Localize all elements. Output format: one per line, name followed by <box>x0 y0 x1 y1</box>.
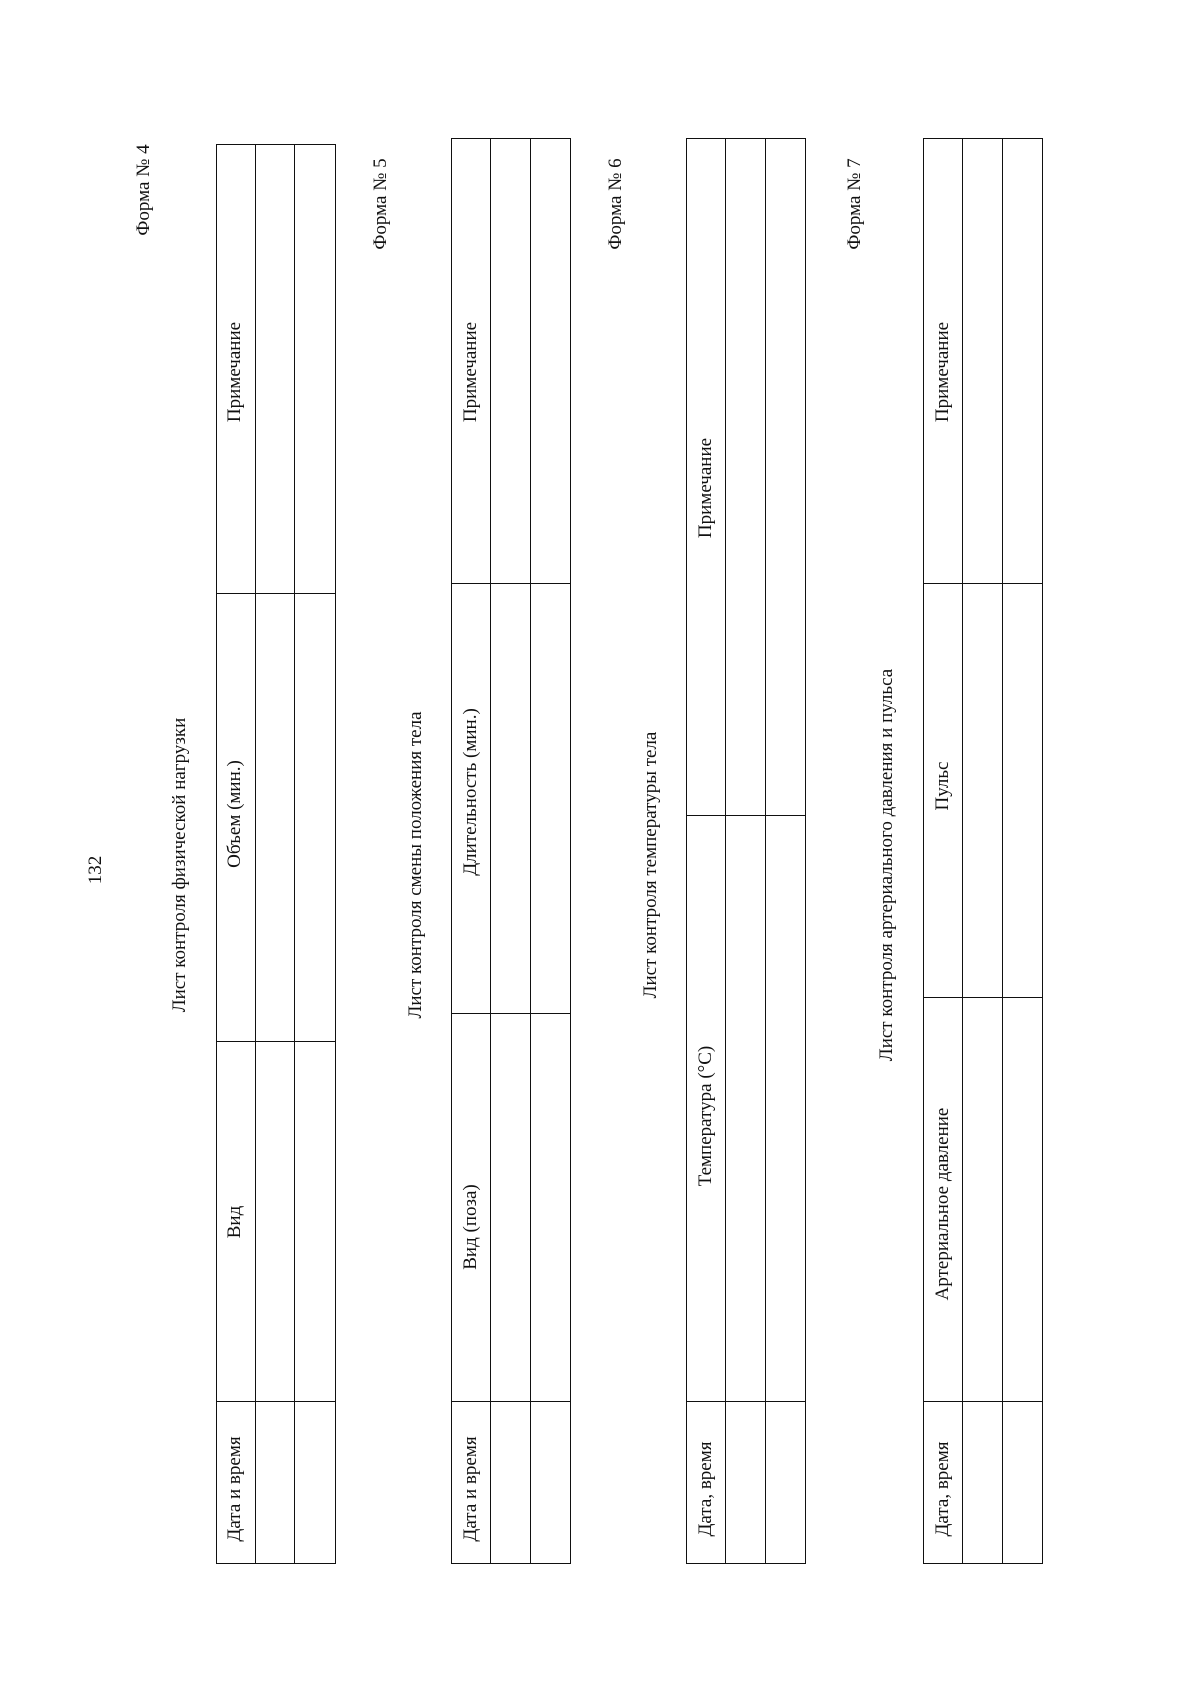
form-4-title: Лист контроля физической нагрузки <box>168 717 190 1013</box>
form-7-header-blood-pressure: Артериальное давление <box>931 1107 953 1301</box>
form-7-header-note: Примечание <box>931 321 953 423</box>
form-6-header-note: Примечание <box>694 437 716 539</box>
form-4-header-note: Примечание <box>223 321 245 423</box>
form-6-title: Лист контроля температуры тела <box>639 731 661 999</box>
form-4-number: Форма № 4 <box>132 144 154 236</box>
table-row-divider <box>765 139 766 1563</box>
form-5-header-date-time: Дата и время <box>459 1436 481 1542</box>
form-4-header-volume: Объем (мин.) <box>223 760 245 868</box>
form-6-number: Форма № 6 <box>604 158 626 250</box>
form-5-title: Лист контроля смены положения тела <box>404 711 426 1019</box>
form-5-header-note: Примечание <box>459 321 481 423</box>
page-number: 132 <box>84 855 106 885</box>
table-row-divider <box>962 139 963 1563</box>
form-5-header-duration: Длительность (мин.) <box>459 708 481 876</box>
form-7-header-date-time: Дата, время <box>931 1441 953 1537</box>
table-column-divider <box>217 593 335 594</box>
table-column-divider <box>452 1013 570 1014</box>
form-6-header-date-time: Дата, время <box>694 1441 716 1537</box>
table-row-divider <box>255 145 256 1563</box>
form-7-header-pulse: Пульс <box>931 761 953 811</box>
form-4-header-date-time: Дата и время <box>223 1436 245 1542</box>
form-4-header-type: Вид <box>223 1205 245 1239</box>
table-row-divider <box>725 139 726 1563</box>
table-column-divider <box>217 1041 335 1042</box>
form-5-number: Форма № 5 <box>369 158 391 250</box>
table-row-divider <box>490 139 491 1563</box>
table-column-divider <box>452 583 570 584</box>
table-row-divider <box>294 145 295 1563</box>
table-column-divider <box>924 997 1042 998</box>
table-column-divider <box>687 815 805 816</box>
form-7-number: Форма № 7 <box>843 158 865 250</box>
form-6-header-temperature: Температура (°С) <box>694 1045 716 1187</box>
table-row-divider <box>1002 139 1003 1563</box>
form-5-header-pose: Вид (поза) <box>459 1184 481 1270</box>
form-7-title: Лист контроля артериального давления и пульса <box>875 668 897 1062</box>
table-column-divider <box>924 583 1042 584</box>
table-row-divider <box>530 139 531 1563</box>
